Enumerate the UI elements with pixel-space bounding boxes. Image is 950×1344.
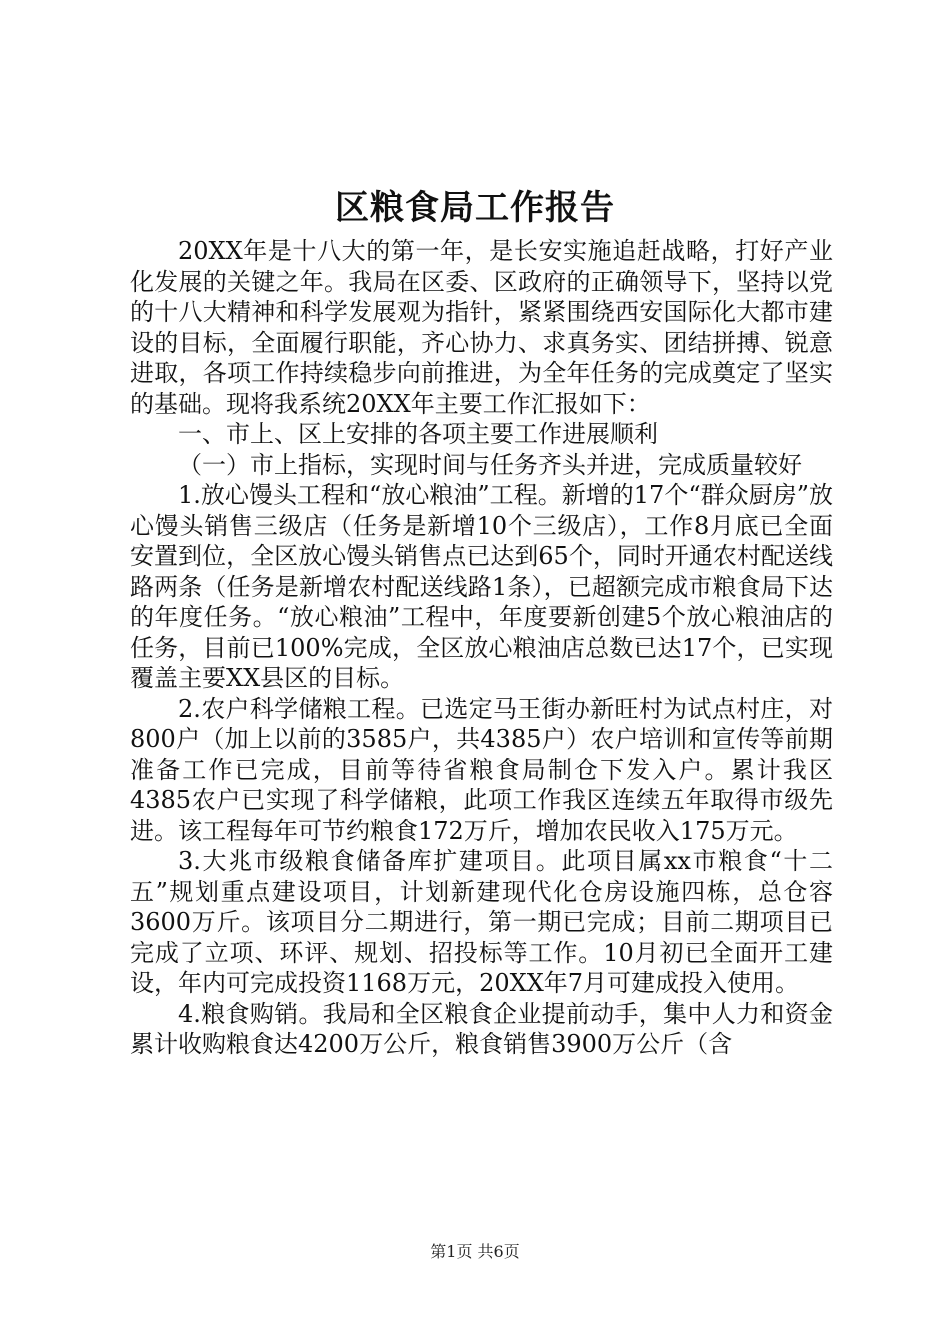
document-body — [130, 236, 833, 1060]
page-number-footer: 第1页 共6页 — [430, 1242, 520, 1261]
intro-paragraph: 20XX年是十八大的第一年，是长安实施追赶战略，打好产业化发展的关键之年。我局在区委、区政府的正确领导下，坚持以党的十八大精神和科学发展观为指针，紧紧围绕西安国际化大都市建设的目标，全面履行职能，齐心协力、求真务实、团结拼搏、锐意进取，各项工作持续稳步向前推进，为全年任务的完成奠定了坚实的基础。现将我系统20XX年主要工作汇报如下： — [130, 237, 833, 418]
item-paragraph-2: 2.农户科学储粮工程。已选定马王街办新旺村为试点村庄，对800户（加上以前的3585户，共4385户）农户培训和宣传等前期准备工作已完成，目前等待省粮食局制仓下发入户。累计我区4385农户已实现了科学储粮，此项工作我区连续五年取得市级先进。该工程每年可节约粮食172万斤，增加农民收入175万元。 — [130, 694, 833, 845]
section-heading: 一、市上、区上安排的各项主要工作进展顺利 — [178, 420, 658, 448]
document-title: 区粮食局工作报告 — [335, 188, 615, 228]
item-paragraph-4: 4.粮食购销。我局和全区粮食企业提前动手，集中人力和资金累计收购粮食达4200万公斤，粮食销售3900万公斤（含 — [130, 999, 833, 1058]
subsection-heading: （一）市上指标，实现时间与任务齐头并进，完成质量较好 — [178, 450, 802, 479]
item-paragraph-1: 1.放心馒头工程和“放心粮油”工程。新增的17个“群众厨房”放心馒头销售三级店（任务是新增10个三级店），工作8月底已全面安置到位，全区放心馒头销售点已达到65个，同时开通农村配送线路两条（任务是新增农村配送线路1条），已超额完成市粮食局下达的年度任务。“放心粮油”工程中，年度要新创建5个放心粮油店的任务，目前已100%完成，全区放心粮油店总数已达17个，已实现覆盖主要XX县区的目标。 — [130, 481, 833, 692]
item-paragraph-3: 3.大兆市级粮食储备库扩建项目。此项目属xx市粮食“十二五”规划重点建设项目，计划新建现代化仓房设施四栋，总仓容3600万斤。该项目分二期进行，第一期已完成；目前二期项目已完成了立项、环评、规划、招投标等工作。10月初已全面开工建设，年内可完成投资1168万元，20XX年7月可建成投入使用。 — [130, 847, 833, 997]
